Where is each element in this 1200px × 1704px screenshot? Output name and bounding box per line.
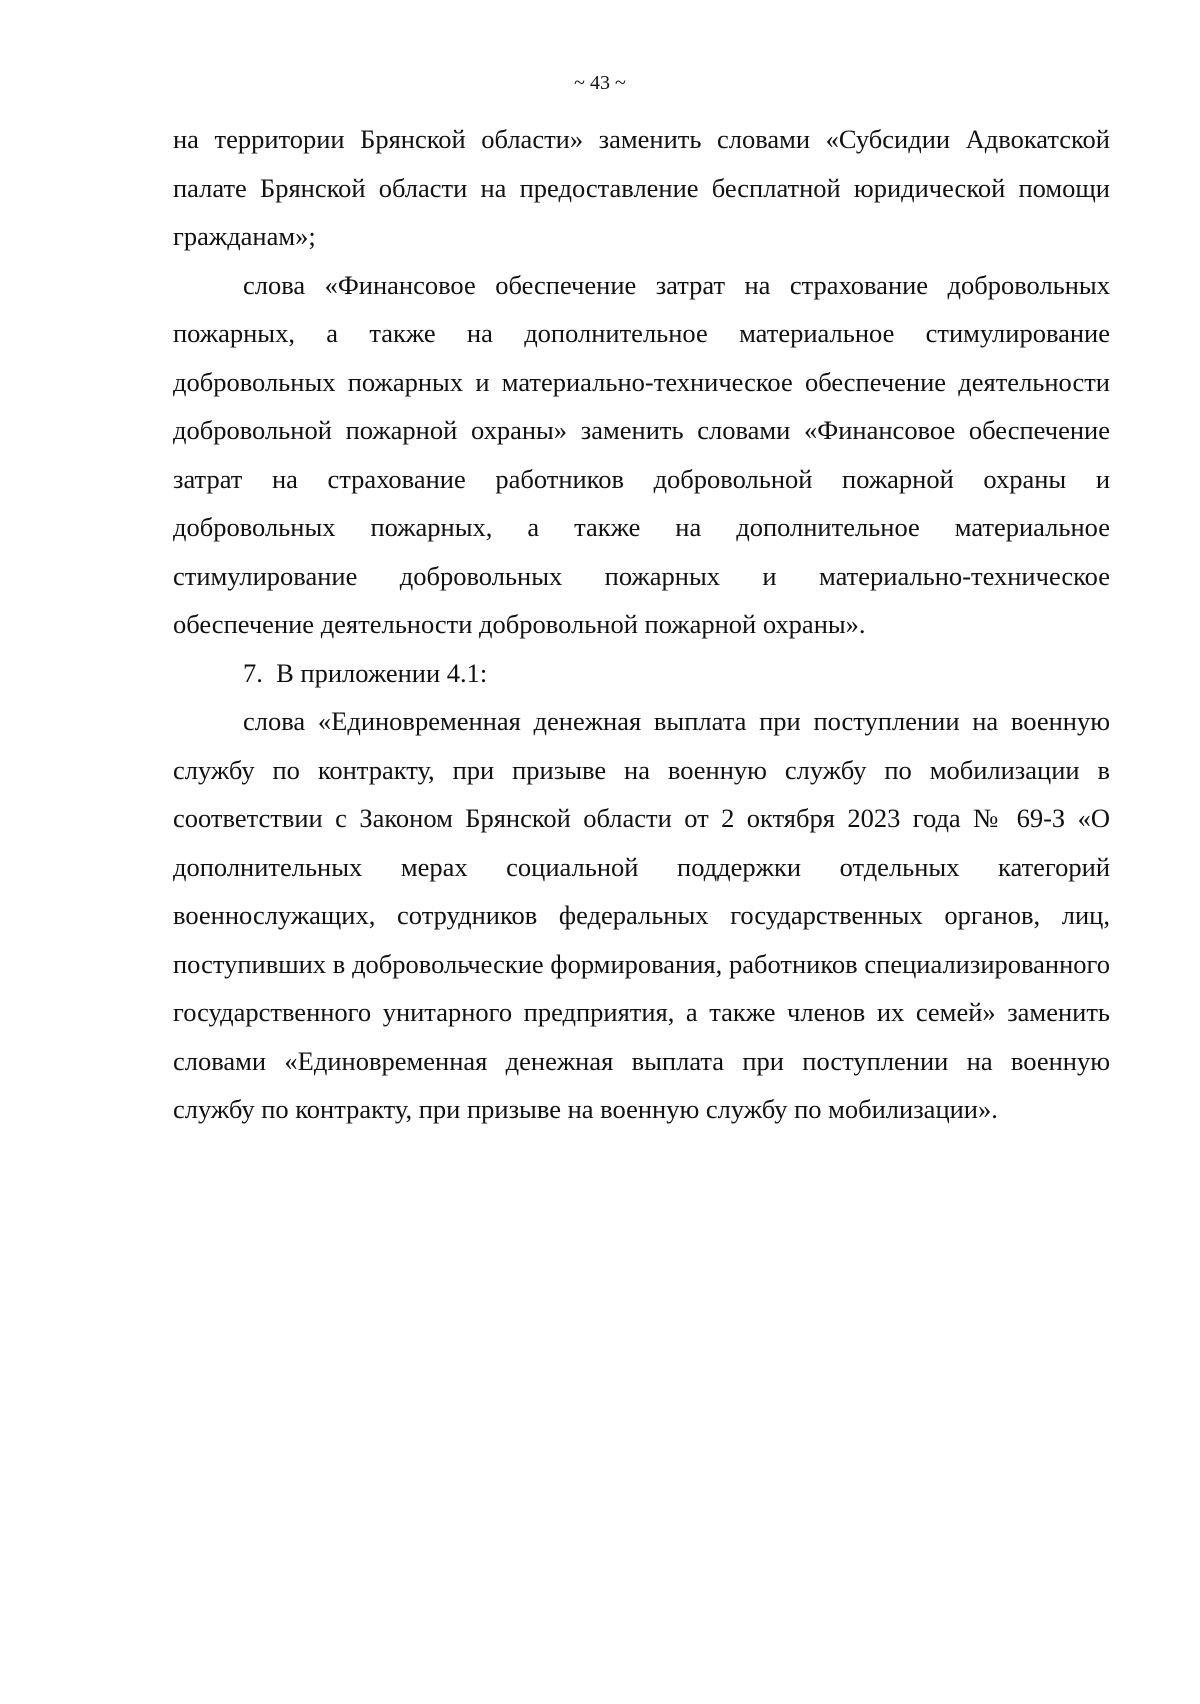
paragraph-military-payment-replacement: слова «Единовременная денежная выплата при поступлении на военную службу по контракту, при призыве на военную службу по мобилизации в соответствии с Законом Брянской области от 2 октября 2023 года № 69-З «О дополнительных мерах социальной поддержки отдельных категорий военнослужащих, сотрудников федеральных государственных органов, лиц, поступивших в добровольческие формирования, работников специализированного государственного унитарного предприятия, а также членов их семей» заменить словами «Единовременная денежная выплата при поступлении на военную службу по контракту, при призыве на военную службу по мобилизации». [173, 706, 1110, 1124]
item-text: В приложении 4.1: [276, 657, 488, 688]
document-body [173, 115, 1110, 1134]
paragraph-subsidy-replacement: на территории Брянской области» заменить словами «Субсидии Адвокатской палате Брянской области на предоставление бесплатной юридической помощи гражданам»; [173, 124, 1110, 251]
paragraph-fire-safety-replacement: слова «Финансовое обеспечение затрат на страхование добровольных пожарных, а также на дополнительное материальное стимулирование добровольных пожарных и материально-техническое обеспечение деятельности добровольной пожарной охраны» заменить словами «Финансовое обеспечение затрат на страхование работников добровольной пожарной охраны и добровольных пожарных, а также на дополнительное материальное стимулирование добровольных пожарных и материально-техническое обеспечение деятельности добровольной пожарной охраны». [173, 269, 1110, 639]
item-number: 7. [243, 657, 263, 688]
page-number: ~ 43 ~ [574, 72, 626, 94]
item-7-heading [173, 649, 1110, 698]
